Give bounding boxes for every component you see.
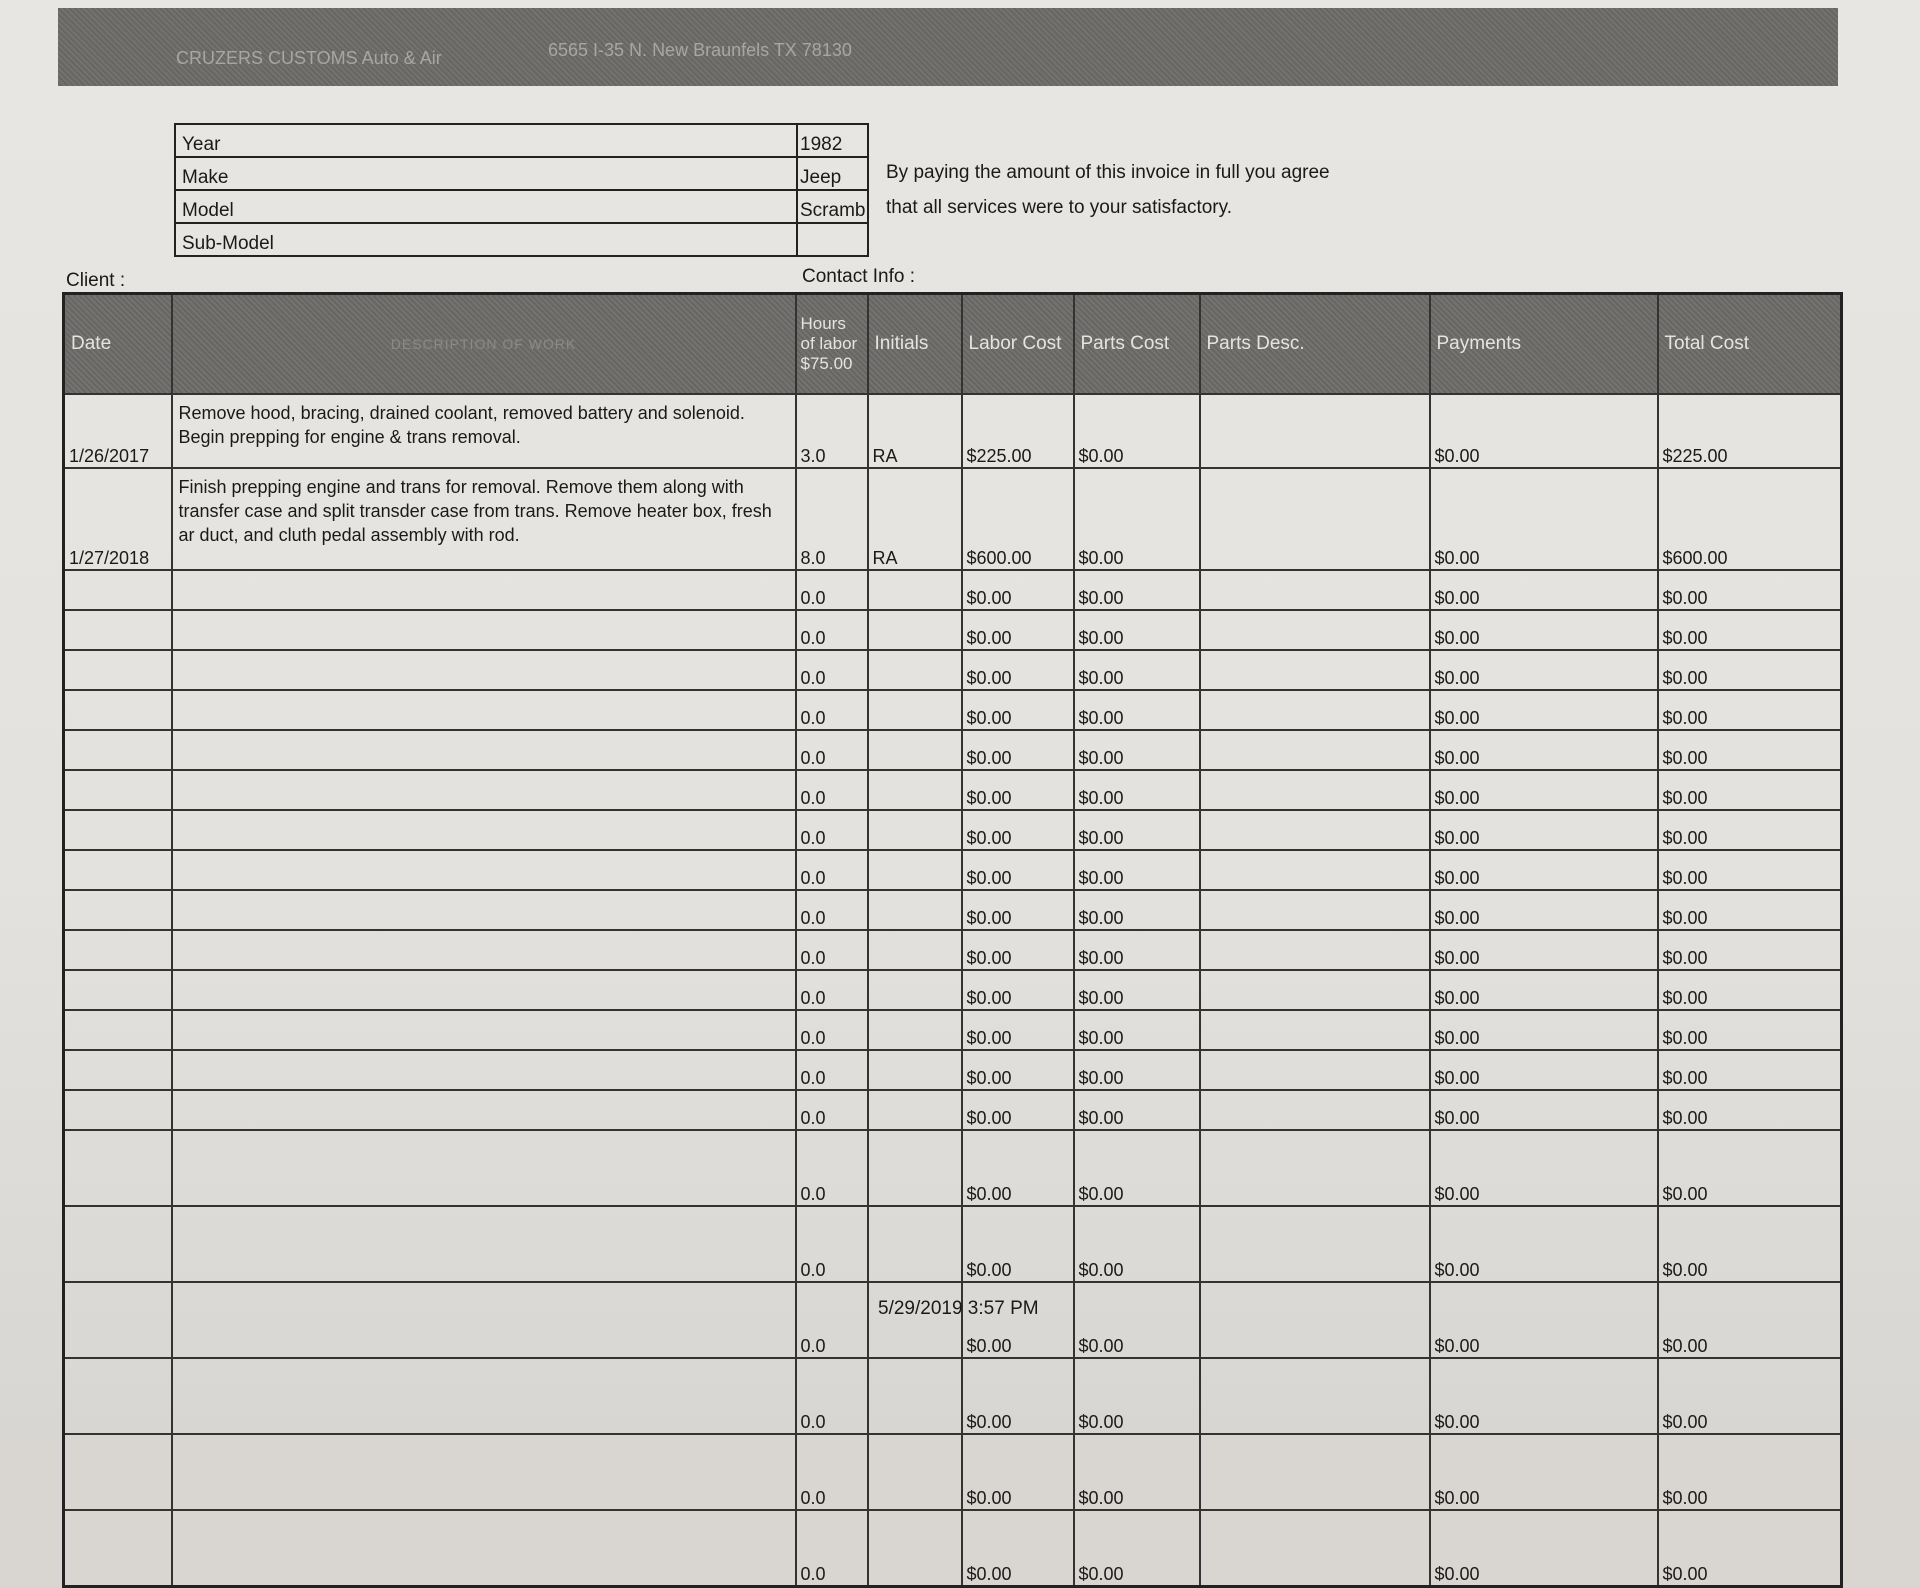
vehicle-field-label: Model: [175, 190, 797, 223]
table-row: [64, 650, 1842, 690]
shop-header-bar: [58, 8, 1838, 86]
row-initials: [868, 1130, 962, 1206]
row-parts-desc: [1200, 468, 1430, 570]
vehicle-field-label: Make: [175, 157, 797, 190]
row-payments: $0.00: [1430, 1358, 1658, 1434]
table-row: [64, 970, 1842, 1010]
row-total-cost: $0.00: [1658, 970, 1842, 1010]
row-parts-cost: $0.00: [1074, 970, 1200, 1010]
row-labor-cost: $0.00: [962, 1090, 1074, 1130]
row-labor-cost: $0.00: [962, 810, 1074, 850]
table-row: [64, 1510, 1842, 1587]
row-total-cost: $0.00: [1658, 1090, 1842, 1130]
vehicle-field-value: Scramb: [797, 190, 868, 223]
row-parts-cost: $0.00: [1074, 394, 1200, 468]
row-parts-cost: $0.00: [1074, 1206, 1200, 1282]
row-initials: [868, 610, 962, 650]
row-labor-cost: $0.00: [962, 770, 1074, 810]
table-row: [64, 690, 1842, 730]
row-date: [64, 890, 172, 930]
row-labor-cost: $0.00: [962, 730, 1074, 770]
row-parts-cost: $0.00: [1074, 730, 1200, 770]
row-hours: 0.0: [796, 1358, 868, 1434]
table-row: [64, 1090, 1842, 1130]
row-labor-cost: $0.00: [962, 1434, 1074, 1510]
row-initials: [868, 1090, 962, 1130]
row-labor-cost: $0.00: [962, 1050, 1074, 1090]
row-hours: 0.0: [796, 570, 868, 610]
row-parts-cost: $0.00: [1074, 890, 1200, 930]
row-initials: [868, 970, 962, 1010]
table-row: [64, 394, 1842, 468]
row-hours: 0.0: [796, 1050, 868, 1090]
agreement-line-1: By paying the amount of this invoice in full you agree: [886, 162, 1330, 183]
row-date: [64, 810, 172, 850]
row-total-cost: $600.00: [1658, 468, 1842, 570]
table-row: [64, 810, 1842, 850]
row-description: Remove hood, bracing, drained coolant, removed battery and solenoid. Begin prepping for engine & trans removal.: [172, 394, 796, 468]
table-row: [64, 1050, 1842, 1090]
row-parts-desc: [1200, 610, 1430, 650]
col-header-total-cost: Total Cost: [1658, 294, 1842, 395]
row-payments: $0.00: [1430, 890, 1658, 930]
row-hours: 0.0: [796, 1282, 868, 1358]
work-order-body: [64, 394, 1842, 1587]
table-row: [64, 1282, 1842, 1358]
vehicle-field-label: Year: [175, 124, 797, 157]
row-payments: $0.00: [1430, 1130, 1658, 1206]
row-description: Finish prepping engine and trans for removal. Remove them along with transfer case and split transder case from trans. Remove heater box, fresh ar duct, and cluth pedal assembly with rod.: [172, 468, 796, 570]
row-date: [64, 570, 172, 610]
row-labor-cost: $0.00: [962, 610, 1074, 650]
row-date: [64, 770, 172, 810]
row-total-cost: $0.00: [1658, 610, 1842, 650]
row-total-cost: $0.00: [1658, 570, 1842, 610]
row-payments: $0.00: [1430, 930, 1658, 970]
vehicle-row-make: [175, 157, 868, 190]
row-payments: $0.00: [1430, 1282, 1658, 1358]
row-initials: [868, 1510, 962, 1587]
row-parts-cost: $0.00: [1074, 930, 1200, 970]
row-payments: $0.00: [1430, 810, 1658, 850]
col-header-initials: Initials: [868, 294, 962, 395]
row-date: [64, 1206, 172, 1282]
row-parts-cost: $0.00: [1074, 770, 1200, 810]
row-parts-desc: [1200, 690, 1430, 730]
row-parts-cost: $0.00: [1074, 1282, 1200, 1358]
col-header-labor-cost: Labor Cost: [962, 294, 1074, 395]
row-description: [172, 930, 796, 970]
row-date: [64, 1010, 172, 1050]
row-hours: 0.0: [796, 1206, 868, 1282]
row-initials: [868, 570, 962, 610]
row-initials: [868, 1282, 962, 1358]
row-date: [64, 1358, 172, 1434]
row-hours: 0.0: [796, 1130, 868, 1206]
row-hours: 8.0: [796, 468, 868, 570]
row-payments: $0.00: [1430, 970, 1658, 1010]
row-parts-desc: [1200, 1206, 1430, 1282]
row-hours: 3.0: [796, 394, 868, 468]
row-hours: 0.0: [796, 930, 868, 970]
row-parts-cost: $0.00: [1074, 1130, 1200, 1206]
row-parts-desc: [1200, 1434, 1430, 1510]
row-parts-desc: [1200, 890, 1430, 930]
row-date: 1/26/2017: [64, 394, 172, 468]
row-payments: $0.00: [1430, 394, 1658, 468]
row-hours: 0.0: [796, 970, 868, 1010]
row-initials: [868, 770, 962, 810]
row-description: [172, 890, 796, 930]
row-total-cost: $0.00: [1658, 1010, 1842, 1050]
row-parts-cost: $0.00: [1074, 1010, 1200, 1050]
row-payments: $0.00: [1430, 1050, 1658, 1090]
row-hours: 0.0: [796, 850, 868, 890]
row-total-cost: $0.00: [1658, 890, 1842, 930]
row-parts-desc: [1200, 810, 1430, 850]
row-initials: RA: [868, 394, 962, 468]
row-labor-cost: $0.00: [962, 890, 1074, 930]
table-header-row: [64, 294, 1842, 395]
col-header-hours: [796, 294, 868, 395]
hours-header-rate: $75.00: [800, 354, 853, 373]
row-date: [64, 690, 172, 730]
row-date: 1/27/2018: [64, 468, 172, 570]
row-payments: $0.00: [1430, 468, 1658, 570]
row-initials: [868, 1050, 962, 1090]
row-parts-cost: $0.00: [1074, 570, 1200, 610]
table-row: [64, 890, 1842, 930]
row-description: [172, 970, 796, 1010]
row-labor-cost: $0.00: [962, 970, 1074, 1010]
row-parts-cost: $0.00: [1074, 468, 1200, 570]
row-labor-cost: $225.00: [962, 394, 1074, 468]
table-row: [64, 1434, 1842, 1510]
row-hours: 0.0: [796, 610, 868, 650]
vehicle-field-label: Sub-Model: [175, 223, 797, 256]
table-row: [64, 570, 1842, 610]
row-payments: $0.00: [1430, 610, 1658, 650]
row-labor-cost: $0.00: [962, 690, 1074, 730]
row-parts-cost: $0.00: [1074, 1358, 1200, 1434]
row-initials: [868, 1434, 962, 1510]
row-hours: 0.0: [796, 890, 868, 930]
row-payments: $0.00: [1430, 1206, 1658, 1282]
vehicle-field-value: 1982: [797, 124, 868, 157]
row-labor-cost: $0.00: [962, 650, 1074, 690]
row-initials: [868, 730, 962, 770]
row-description: [172, 770, 796, 810]
row-initials: [868, 1358, 962, 1434]
row-labor-cost: $0.00: [962, 570, 1074, 610]
row-hours: 0.0: [796, 810, 868, 850]
vehicle-row-model: [175, 190, 868, 223]
row-parts-desc: [1200, 1010, 1430, 1050]
table-row: [64, 1358, 1842, 1434]
row-initials: [868, 650, 962, 690]
row-payments: $0.00: [1430, 770, 1658, 810]
row-date: [64, 610, 172, 650]
row-hours: 0.0: [796, 690, 868, 730]
row-parts-cost: $0.00: [1074, 810, 1200, 850]
row-total-cost: $0.00: [1658, 1206, 1842, 1282]
row-total-cost: $0.00: [1658, 930, 1842, 970]
row-description: [172, 1090, 796, 1130]
row-parts-desc: [1200, 770, 1430, 810]
shop-name: CRUZERS CUSTOMS Auto & Air: [176, 48, 442, 68]
col-header-description: DESCRIPTION OF WORK: [172, 294, 796, 395]
row-payments: $0.00: [1430, 650, 1658, 690]
table-row: [64, 1206, 1842, 1282]
row-parts-desc: [1200, 1130, 1430, 1206]
row-labor-cost: $0.00: [962, 850, 1074, 890]
vehicle-field-value: [797, 223, 868, 256]
row-parts-cost: $0.00: [1074, 690, 1200, 730]
row-parts-desc: [1200, 730, 1430, 770]
row-labor-cost: $0.00: [962, 1206, 1074, 1282]
row-parts-desc: [1200, 970, 1430, 1010]
row-description: [172, 1358, 796, 1434]
row-labor-cost: $0.00: [962, 930, 1074, 970]
row-total-cost: $0.00: [1658, 1434, 1842, 1510]
row-description: [172, 1130, 796, 1206]
row-total-cost: $0.00: [1658, 730, 1842, 770]
row-initials: [868, 810, 962, 850]
table-row: [64, 610, 1842, 650]
row-initials: [868, 890, 962, 930]
row-description: [172, 1206, 796, 1282]
row-payments: $0.00: [1430, 570, 1658, 610]
row-payments: $0.00: [1430, 1510, 1658, 1587]
row-description: [172, 570, 796, 610]
row-hours: 0.0: [796, 650, 868, 690]
row-total-cost: $0.00: [1658, 650, 1842, 690]
row-hours: 0.0: [796, 1090, 868, 1130]
row-labor-cost: $600.00: [962, 468, 1074, 570]
table-row: [64, 1010, 1842, 1050]
row-hours: 0.0: [796, 770, 868, 810]
row-labor-cost: $0.00: [962, 1130, 1074, 1206]
row-description: [172, 690, 796, 730]
row-date: [64, 1050, 172, 1090]
row-total-cost: $0.00: [1658, 850, 1842, 890]
row-date: [64, 730, 172, 770]
row-total-cost: $0.00: [1658, 690, 1842, 730]
row-description: [172, 1050, 796, 1090]
row-hours: 0.0: [796, 1010, 868, 1050]
row-parts-desc: [1200, 1358, 1430, 1434]
col-header-parts-cost: Parts Cost: [1074, 294, 1200, 395]
row-payments: $0.00: [1430, 1010, 1658, 1050]
agreement-line-2: that all services were to your satisfactory.: [886, 197, 1232, 218]
row-parts-cost: $0.00: [1074, 1510, 1200, 1587]
row-initials: [868, 1206, 962, 1282]
row-description: [172, 1282, 796, 1358]
row-date: [64, 930, 172, 970]
row-description: [172, 1510, 796, 1587]
row-total-cost: $0.00: [1658, 810, 1842, 850]
row-description: [172, 810, 796, 850]
row-date: [64, 1090, 172, 1130]
row-date: [64, 850, 172, 890]
row-parts-desc: [1200, 394, 1430, 468]
row-parts-desc: [1200, 1282, 1430, 1358]
row-payments: $0.00: [1430, 850, 1658, 890]
vehicle-row-year: [175, 124, 868, 157]
row-parts-desc: [1200, 1510, 1430, 1587]
row-parts-cost: $0.00: [1074, 650, 1200, 690]
vehicle-row-submodel: [175, 223, 868, 256]
work-order-table: [62, 292, 1843, 1588]
row-parts-cost: $0.00: [1074, 1090, 1200, 1130]
row-parts-desc: [1200, 850, 1430, 890]
row-parts-cost: $0.00: [1074, 610, 1200, 650]
row-description: [172, 730, 796, 770]
row-description: [172, 1434, 796, 1510]
row-initials: [868, 930, 962, 970]
row-description: [172, 650, 796, 690]
row-total-cost: $0.00: [1658, 1510, 1842, 1587]
row-initials: [868, 690, 962, 730]
row-labor-cost: $0.00: [962, 1358, 1074, 1434]
col-header-date: Date: [64, 294, 172, 395]
row-payments: $0.00: [1430, 690, 1658, 730]
row-total-cost: $0.00: [1658, 770, 1842, 810]
row-total-cost: $0.00: [1658, 1130, 1842, 1206]
table-row: [64, 850, 1842, 890]
table-row: [64, 468, 1842, 570]
print-timestamp: 5/29/2019 3:57 PM: [878, 1298, 1039, 1319]
row-date: [64, 1282, 172, 1358]
row-payments: $0.00: [1430, 1434, 1658, 1510]
row-hours: 0.0: [796, 1434, 868, 1510]
row-description: [172, 850, 796, 890]
col-header-parts-desc: Parts Desc.: [1200, 294, 1430, 395]
row-labor-cost: $0.00: [962, 1510, 1074, 1587]
row-hours: 0.0: [796, 1510, 868, 1587]
row-payments: $0.00: [1430, 1090, 1658, 1130]
row-total-cost: $225.00: [1658, 394, 1842, 468]
client-label: Client :: [66, 270, 126, 291]
row-initials: RA: [868, 468, 962, 570]
vehicle-info-table: [174, 123, 869, 257]
row-date: [64, 1130, 172, 1206]
table-row: [64, 1130, 1842, 1206]
table-row: [64, 730, 1842, 770]
row-parts-desc: [1200, 1050, 1430, 1090]
shop-address: 6565 I-35 N. New Braunfels TX 78130: [548, 40, 852, 60]
row-payments: $0.00: [1430, 730, 1658, 770]
row-parts-cost: $0.00: [1074, 1050, 1200, 1090]
contact-info-label: Contact Info :: [802, 266, 916, 287]
row-description: [172, 610, 796, 650]
row-total-cost: $0.00: [1658, 1358, 1842, 1434]
row-labor-cost: $0.00: [962, 1282, 1074, 1358]
vehicle-field-value: Jeep: [797, 157, 868, 190]
row-parts-desc: [1200, 1090, 1430, 1130]
row-parts-desc: [1200, 570, 1430, 610]
col-header-payments: Payments: [1430, 294, 1658, 395]
row-initials: [868, 850, 962, 890]
row-description: [172, 1010, 796, 1050]
row-date: [64, 1510, 172, 1587]
row-parts-desc: [1200, 930, 1430, 970]
hours-header-line-1: Hours: [800, 314, 846, 333]
row-date: [64, 1434, 172, 1510]
row-labor-cost: $0.00: [962, 1010, 1074, 1050]
row-parts-cost: $0.00: [1074, 850, 1200, 890]
row-parts-cost: $0.00: [1074, 1434, 1200, 1510]
row-date: [64, 970, 172, 1010]
table-row: [64, 930, 1842, 970]
row-parts-desc: [1200, 650, 1430, 690]
row-initials: [868, 1010, 962, 1050]
row-total-cost: $0.00: [1658, 1050, 1842, 1090]
row-total-cost: $0.00: [1658, 1282, 1842, 1358]
row-hours: 0.0: [796, 730, 868, 770]
table-row: [64, 770, 1842, 810]
hours-header-line-2: of labor: [800, 334, 858, 353]
row-date: [64, 650, 172, 690]
